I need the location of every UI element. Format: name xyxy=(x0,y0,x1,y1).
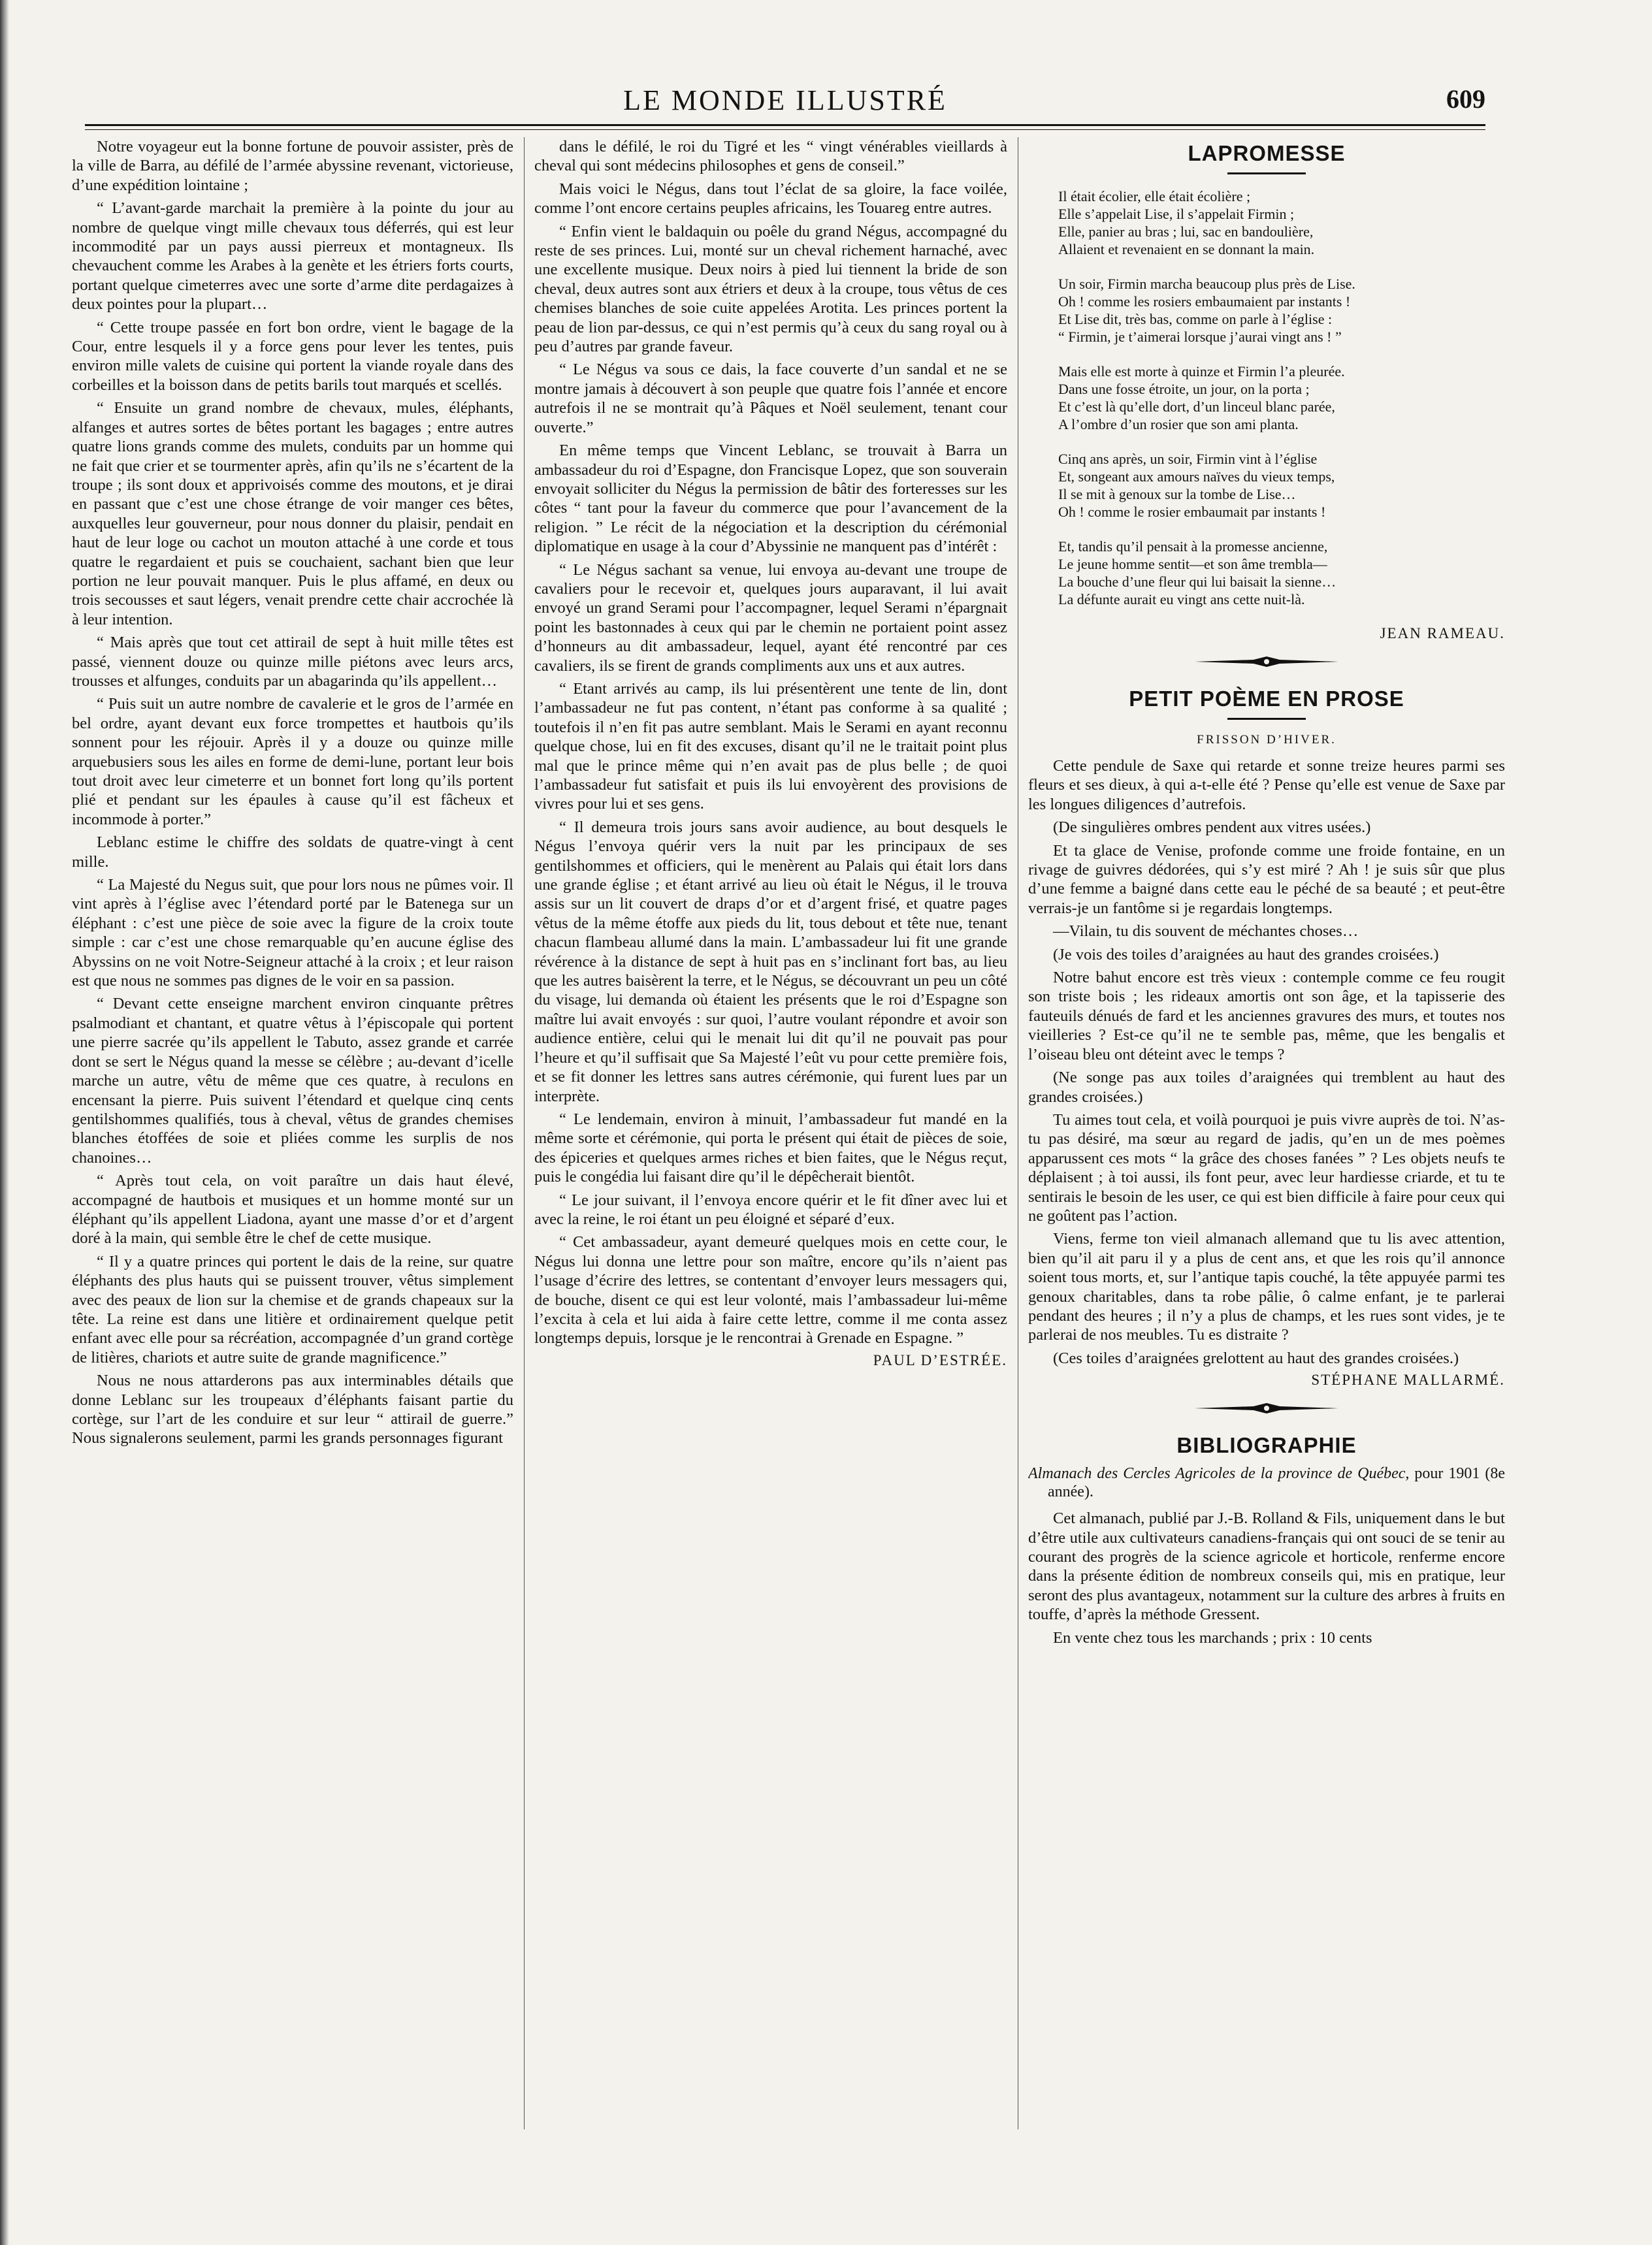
reference-title: Almanach des Cercles Agricoles de la province de Québec, xyxy=(1028,1465,1410,1483)
article-paragraph: “ Le Négus va sous ce dais, la face couverte d’un sandal et ne se montre jamais à découvert à son peuple que quatre fois l’année et encore autrefois il ne se montrait qu’à Pâques et Noël seulement, tenant cour ouverte.” xyxy=(534,361,1007,436)
poem-line: La défunte aurait eu vingt ans cette nuit-là. xyxy=(1058,591,1305,607)
poem-line: A l’ombre d’un rosier que son ami planta. xyxy=(1058,416,1299,432)
bibliography-paragraph: En vente chez tous les marchands ; prix : 10 cents xyxy=(1053,1628,1372,1647)
article-paragraph: “ Après tout cela, on voit paraître un dais haut élevé, accompagné de hautbois et musiques et un homme monté sur un éléphant qu’ils appellent Liadona, ayant une masse d’or et d’argent doré à la main, qui semble être le chef de cette musique. xyxy=(72,1172,513,1248)
prose-paragraph: Viens, ferme ton vieil almanach allemand que tu lis avec attention, bien qu’il ait paru il y a plus de cent ans, et que les rois qu’il annonce soient tous morts, et, sur l’antique tapis couché, la tête appuyée parmi tes genoux charitables, dans ta robe pâlie, ô calme enfant, je te parlerai pendant des heures ; il n’y a plus de champs, et les rues sont vides, je te parlerai de nos meubles. Tu es distraite ? xyxy=(1028,1230,1505,1344)
title-rule xyxy=(1227,172,1306,174)
article-paragraph: “ Devant cette enseigne marchent environ cinquante prêtres psalmodiant et chantant, et quatre vêtus à l’épiscopale qui portent une pierre sacrée qu’ils appellent le Tabuto, assez grande et carrée dont se sert le Négus quand la messe se célèbre ; au-devant d’icelle marche un autre, vêtu de même que ces quatre, à reculons en encensant la pierre. Puis suivent l’étendard et quelque cinq cents gentilshommes qualifiés, tous à cheval, vêtus de grandes chemises blanches étoffées de soie et pliées comme les surplis de nos chanoines… xyxy=(72,995,513,1167)
prose-poem-title: PETIT POÈME EN PROSE xyxy=(1129,686,1404,711)
poem-line: Et Lise dit, très bas, comme on parle à l’église : xyxy=(1058,311,1333,327)
section-ornament xyxy=(1028,1400,1505,1416)
page-header xyxy=(85,84,1485,120)
reference-details: pour 1901 (8e année). xyxy=(1048,1465,1505,1501)
prose-poem-subtitle: FRISSON D’HIVER. xyxy=(1197,733,1336,747)
poem-line: Le jeune homme sentit—et son âme trembla— xyxy=(1058,556,1327,572)
prose-paragraph: —Vilain, tu dis souvent de méchantes choses… xyxy=(1053,922,1359,941)
article-paragraph: “ Le Négus sachant sa venue, lui envoya au-devant une troupe de cavaliers pour le recevoir et, quelques jours auparavant, il lui avait envoyé un grand Serami pour l’accompagner, lequel Serami n’épargnait point les bastonnades à ceux qui par le chemin ne portaient point assez d’honneurs au dit ambassadeur, lequel, ayant été rencontré par ces cavaliers, ils se firent de grands compliments aux uns et aux autres. xyxy=(534,560,1007,675)
author-signature: PAUL D’ESTRÉE. xyxy=(873,1351,1007,1368)
poem-line: La bouche d’une fleur qui lui baisait la sienne… xyxy=(1058,573,1336,590)
article-paragraph: Notre voyageur eut la bonne fortune de pouvoir assister, près de la ville de Barra, au défilé de l’armée abyssine revenant, victorieuse, d’une expédition lointaine ; xyxy=(72,138,513,194)
poem-line: Et c’est là qu’elle dort, d’un linceul blanc parée, xyxy=(1058,398,1335,415)
prose-paragraph: (Je vois des toiles d’araignées au haut des grandes croisées.) xyxy=(1053,945,1439,963)
article-paragraph: “ Mais après que tout cet attirail de sept à huit mille têtes est passé, viennent douze ou quinze mille piétons avec leurs arcs, trousses et alfunges, conduits par un abagarinda qu’ils appellent… xyxy=(72,634,513,690)
poem-line: Dans une fosse étroite, un jour, on la porta ; xyxy=(1058,381,1310,397)
poem-line: Il était écolier, elle était écolière ; xyxy=(1058,188,1251,204)
prose-paragraph: (Ne songe pas aux toiles d’araignées qui tremblent au haut des grandes croisées.) xyxy=(1028,1069,1505,1106)
article-paragraph: “ Le lendemain, environ à minuit, l’ambassadeur fut mandé en la même sorte et cérémonie, qui porta le présent qui était de pièces de soie, des épiceries et quelques armes riches et bien faites, que le Négus reçut, puis le congédia lui faisant dire qu’il le dépêcherait bientôt. xyxy=(534,1110,1007,1186)
poem-line: Oh ! comme le rosier embaumait par instants ! xyxy=(1058,504,1326,520)
poem-line: Il se mit à genoux sur la tombe de Lise… xyxy=(1058,486,1296,502)
prose-paragraph: (Ces toiles d’araignées grelottent au haut des grandes croisées.) xyxy=(1053,1349,1459,1367)
prose-paragraph: Tu aimes tout cela, et voilà pourquoi je puis vivre auprès de toi. N’as-tu pas désiré, ma sœur au regard de jadis, qu’en un de mes poèmes apparussent ces mots “ la grâce des choses fanées ” ? Les objets neufs te déplaisent ; à toi aussi, ils font peur, avec leur hardiesse criarde, et tu te sentirais le besoin de les user, ce qui est bien difficile à faire pour ceux qui ne goûtent pas l’action. xyxy=(1028,1110,1505,1225)
article-paragraph: “ Cet ambassadeur, ayant demeuré quelques mois en cette cour, le Négus lui donna une lettre pour son maître, encore qu’ils n’aient pas l’usage d’écrire des lettres, se contentant d’envoyer leurs messagers qui, de bouche, disent ce qui est leur volonté, mais l’ambassadeur lui-même l’excita à cela et lui aida à faire cette lettre, comme il me conta assez longtemps depuis, lorsque je le rencontrai à Grenade en Espagne. ” xyxy=(534,1233,1007,1348)
page-number: 609 xyxy=(1446,84,1485,114)
book-binding-edge xyxy=(0,0,9,2245)
prose-paragraph: Notre bahut encore est très vieux : contemple comme ce feu rougit son triste bois ; les rideaux amortis ont son âge, et la tapisserie des fauteuils dénués de fard et les anciennes gravures des murs, et toutes nos vieilleries ? Est-ce qu’il ne te semble pas, même, que les bengalis et l’oiseau bleu ont déteint avec le temps ? xyxy=(1028,969,1505,1063)
article-paragraph: “ Puis suit un autre nombre de cavalerie et le gros de l’armée en bel ordre, ayant devant eux force trompettes et hautbois qu’ils sonnent pour les réjouir. Après il y a douze ou quinze mille arquebusiers sous les ailes en forme de demi-lune, portant leur bois tout droit avec leur cimeterre et un bonnet fort long qu’ils portent plié et pendant sur les épaules à cause qu’il est fâcheux et incommode à porter.” xyxy=(72,695,513,828)
poem-line: Et, songeant aux amours naïves du vieux temps, xyxy=(1058,468,1335,485)
poem-line: Allaient et revenaient en se donnant la main. xyxy=(1058,241,1315,257)
bibliography-title: BIBLIOGRAPHIE xyxy=(1176,1433,1357,1458)
article-paragraph: “ Cette troupe passée en fort bon ordre, vient le bagage de la Cour, entre lesquels il y a force gens pour lever les tentes, puis environ mille valets de cuisine qui portent la viande royale dans des corbeilles et la boisson dans de petits barils tout marqués et scellés. xyxy=(72,318,513,394)
article-paragraph: “ La Majesté du Negus suit, que pour lors nous ne pûmes voir. Il vint après à l’église avec l’étendard porté par le Batenega sur un éléphant : c’est une pièce de soie avec la figure de la croix toute simple : car c’est une chose remarquable qu’en aucune église des Abyssins on ne voit Notre-Seigneur attaché à la croix ; et leur raison est que nous ne sommes pas dignes de le voir en sa passion. xyxy=(72,876,513,990)
article-paragraph: “ Ensuite un grand nombre de chevaux, mules, éléphants, alfanges et autres sortes de bêtes portant les bagages ; entre autres quatre lions grands comme des mulets, conduits par un homme qui ne fait que crier et se tourmenter après, afin qu’ils ne s’écartent de la troupe ; ils sont doux et apprivoisés comme des moutons, et je dirai en passant que c’est une chose étrange de voir manger ces bêtes, auxquelles leur gouverneur, pour nous donner du plaisir, pendait en haut de leur loge ou cachot un mouton attaché à une corde et tous quatre le regardaient et puis se couchaient, sachant bien que leur portion ne leur pouvait manquer. Puis le plus affamé, en deux ou trois secousses et saut légers, venait prendre cette chair accrochée là à leur intention. xyxy=(72,399,513,628)
poem-line: Et, tandis qu’il pensait à la promesse ancienne, xyxy=(1058,538,1328,555)
poem-line: Elle s’appelait Lise, il s’appelait Firmin ; xyxy=(1058,206,1295,222)
article-paragraph: “ Il demeura trois jours sans avoir audience, au bout desquels le Négus l’envoya quérir vers la nuit par les principaux de ses gentilshommes et officiers, qui le menèrent au Palais qui était lors dans une grande église ; et étant arrivé au lieu où était le Négus, il le trouva assis sur un lit couvert de draps d’or et d’argent frisé, et quatre pages vêtus de la même étoffe aux pieds du lit, tous debout et tête nue, tenant chacun flambeau allumé dans la main. L’ambassadeur lui fit une grande révérence à la distance de sept à huit pas en s’inclinant fort bas, au lieu que les autres baisèrent la terre, et le Négus, se découvrant un peu un côté du visage, lui demanda où étaient les présents que le roi d’Espagne son maître lui avait envoyés : sur quoi, l’autre voulant répondre et avoir son audience entière, celui qui le menait lui dit qu’il ne pouvait pas pour l’heure et qu’il suffisait que Sa Majesté l’eût vu pour cette première fois, et se fit donner les lettres sans autres cérémonie, qui furent lues par un interprète. xyxy=(534,818,1007,1105)
bibliography-reference xyxy=(1028,1464,1505,1501)
column-right xyxy=(1028,137,1505,2136)
poem-line: Elle, panier au bras ; lui, sac en bandoulière, xyxy=(1058,223,1314,240)
article-paragraph: “ Etant arrivés au camp, ils lui présentèrent une tente de lin, dont l’ambassadeur ne fut pas content, n’étant pas conforme à sa qualité ; toutefois il n’en fit pas autre semblant. Mais le Serami en ayant reconnu quelque chose, lui en fit des excuses, disant qu’il ne le traitait point plus mal que le prince même qui n’en avait pas de plus belle ; de quoi l’ambassadeur fut satisfait et puis ils lui envoyèrent des provisions de vivres pour lui et ses gens. xyxy=(534,679,1007,813)
prose-paragraph: Et ta glace de Venise, profonde comme une froide fontaine, en un rivage de guivres dédorées, qui s’y est miré ? Ah ! je suis sûr que plus d’une femme a baigné dans cette eau le péché de sa beauté ; et peut-être verrais-je un fantôme si je regardais longtemps. xyxy=(1028,841,1505,917)
poem-stanza xyxy=(1058,538,1505,608)
poem-line: “ Firmin, je t’aimerai lorsque j’aurai vingt ans ! ” xyxy=(1058,329,1342,345)
poem-line: Cinq ans après, un soir, Firmin vint à l’église xyxy=(1058,451,1318,467)
masthead-title: LE MONDE ILLUSTRÉ xyxy=(623,84,947,116)
author-signature: JEAN RAMEAU. xyxy=(1380,625,1505,641)
ornament-divider-icon xyxy=(1188,654,1345,670)
poem-stanza xyxy=(1058,450,1505,521)
column-middle xyxy=(534,137,1007,2136)
poem-stanza xyxy=(1058,275,1505,346)
article-paragraph: “ Il y a quatre princes qui portent le dais de la reine, sur quatre éléphants des plus hauts qui se puissent trouver, vêtus simplement avec des peaux de lion sur la chemise et de grands chapeaux sur la tête. La reine est dans une litière et ordinairement quelque petit enfant avec elle pour sa récréation, accompagnée d’un grand cortège de litières, chariots et autre suite de grande magnificence.” xyxy=(72,1252,513,1366)
title-rule xyxy=(1227,718,1306,720)
section-ornament xyxy=(1028,654,1505,670)
poem-line: Mais elle est morte à quinze et Firmin l’a pleurée. xyxy=(1058,363,1345,380)
article-paragraph: “ L’avant-garde marchait la première à la pointe du jour au nombre de quelque vingt mille chevaux tous déferrés, qui est leur incommodité par un pays aussi pierreux et montagneux. Ils chevauchent comme les Arabes à la genète et les étriers forts courts, portant quelque cimeterres avec une sorte d’arme dite perdagaizes à deux pointes pour la plupart… xyxy=(72,199,513,314)
poem-line: Oh ! comme les rosiers embaumaient par instants ! xyxy=(1058,293,1351,310)
article-paragraph: Mais voici le Négus, dans tout l’éclat de sa gloire, la face voilée, comme l’ont encore certains peuples africains, les Touareg entre autres. xyxy=(534,180,1007,218)
article-paragraph: Nous ne nous attarderons pas aux interminables détails que donne Leblanc sur les troupeaux d’éléphants faisant partie du cortège, sur l’art de les conduire et sur leur “ attirail de guerre.” Nous signalerons seulement, parmi les grands personnages figurant xyxy=(72,1372,513,1447)
prose-paragraph: (De singulières ombres pendent aux vitres usées.) xyxy=(1053,818,1371,837)
article-paragraph: dans le défilé, le roi du Tigré et les “ vingt vénérables vieillards à cheval qui sont médecins philosophes et gens de conseil.” xyxy=(534,138,1007,175)
article-paragraph: “ Enfin vient le baldaquin ou poêle du grand Négus, accompagné du reste de ses princes. Lui, monté sur un cheval richement harnaché, avec une excellente musique. Deux noirs à pied lui tiennent la bride de son cheval, deux autres sont aux étriers et deux à la croupe, tous vêtus de ces chemises blanches de soie cuite appelées Arotita. Les princes portent la peau de lion par-dessus, ce qui n’est permis qu’à ceux du sang royal ou à peu d’autres par grande faveur. xyxy=(534,222,1007,356)
column-left xyxy=(72,137,513,2136)
ornament-divider-icon xyxy=(1188,1400,1345,1416)
bibliography-paragraph: Cet almanach, publié par J.-B. Rolland & Fils, uniquement dans le but d’être utile aux cultivateurs canadiens-français qui ont souci de se tenir au courant des progrès de la science agricole et horticole, renferme encore dans la présente édition de nombreux conseils qui, mis en pratique, leur seront des plus avantageux, notamment sur la culture des arbres à fruits en touffe, d’après la méthode Gressent. xyxy=(1028,1510,1505,1624)
poem-stanza xyxy=(1058,187,1505,258)
article-paragraph: En même temps que Vincent Leblanc, se trouvait à Barra un ambassadeur du roi d’Espagne, don Francisque Lopez, que son souverain envoyait solliciter du Négus la permission de bâtir des forteresses sur les côtes “ tant pour la faveur du commerce que pour l’avancement de la religion. ” Le récit de la négociation et la description du cérémonial diplomatique en usage à la cour d’Abyssinie ne manquent pas d’intérêt : xyxy=(534,442,1007,556)
column-divider xyxy=(524,137,525,2129)
header-rule xyxy=(85,124,1485,130)
poem-stanza xyxy=(1058,363,1505,433)
article-paragraph: “ Le jour suivant, il l’envoya encore quérir et le fit dîner avec lui et avec la reine, le roi étant un peu éloigné et séparé d’eux. xyxy=(534,1191,1007,1228)
poem-title: LAPROMESSE xyxy=(1188,141,1346,165)
poem-line: Un soir, Firmin marcha beaucoup plus près de Lise. xyxy=(1058,276,1355,292)
author-signature: STÉPHANE MALLARMÉ. xyxy=(1311,1372,1505,1389)
article-paragraph: Leblanc estime le chiffre des soldats de quatre-vingt à cent mille. xyxy=(72,833,513,871)
prose-paragraph: Cette pendule de Saxe qui retarde et sonne treize heures parmi ses fleurs et ses dieux, à qui a-t-elle été ? Pense qu’elle est venue de Saxe par les longues diligences d’autrefois. xyxy=(1028,757,1505,813)
